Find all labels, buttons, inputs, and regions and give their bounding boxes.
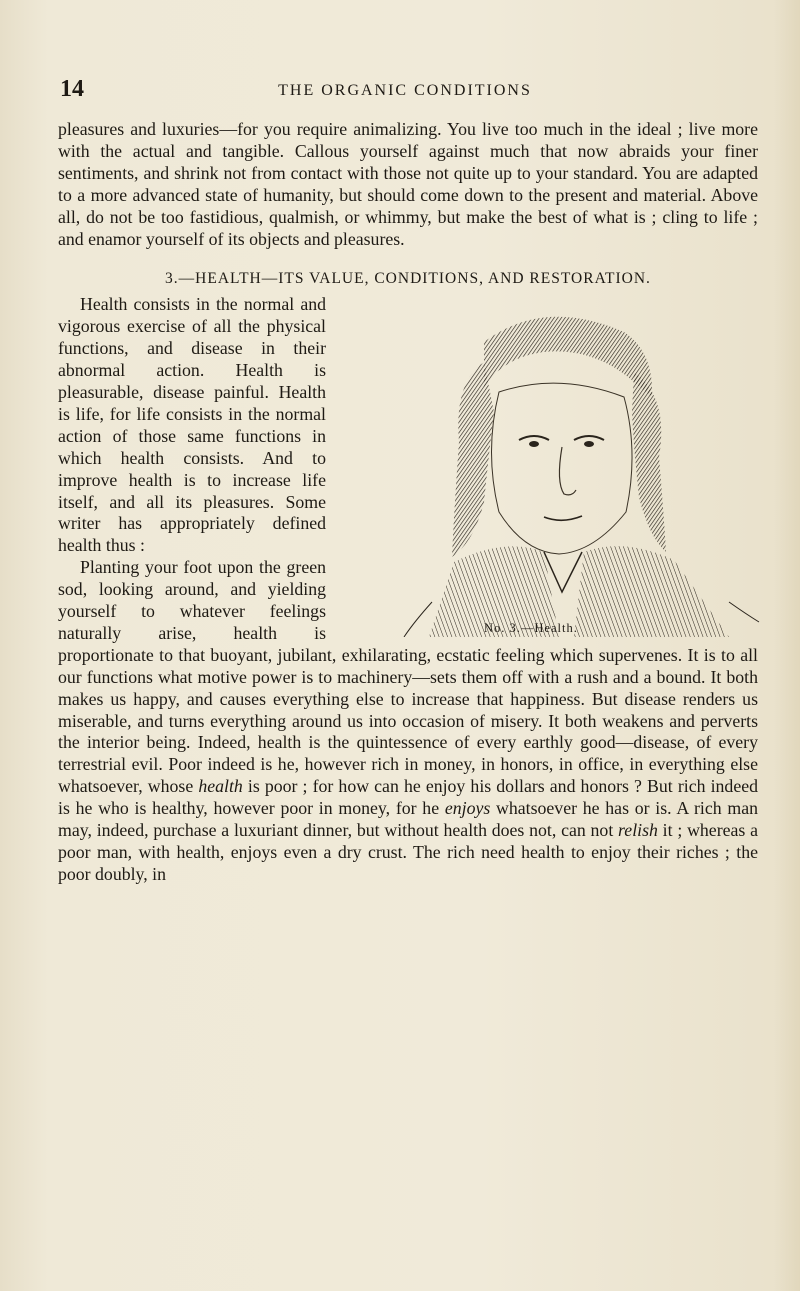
page-number: 14: [60, 76, 84, 102]
running-head: THE ORGANIC CONDITIONS: [278, 82, 532, 99]
italic-enjoys: enjoys: [444, 798, 491, 819]
page-header: [60, 76, 750, 106]
page-body: [58, 119, 758, 886]
section-heading: 3.—HEALTH—ITS VALUE, CONDITIONS, AND RESTORATION.: [165, 270, 651, 288]
italic-health: health: [198, 776, 243, 797]
paragraph-pleasures: pleasures and luxuries—for you require animalizing. You live too much in the ideal ; live more with the actual and tangible. Callous yourself against much that now abraids your finer sentiments, and shrink not from contact with those not quite up to your standard. You are adapted to a more advanced state of humanity, but should come down to the present and material. Above all, do not be too fastidious, qualmish, or whimmy, but make the best of what is ; cling to life ; and enamor yourself of its objects and pleasures.: [58, 119, 758, 249]
portrait-engraving-icon: [334, 302, 764, 637]
health-feeling-text-1: Planting your foot upon the green sod, looking around, and yielding yourself to whatever feelings naturally arise, health is proportionate to that buoyant, jubilant, exhilarating, ecstatic feeling which supervenes. It is to all our functions what motive power is to machinery—sets them off with a rush and a bound. It both makes us happy, and causes everything else to increase that happiness. But disease renders us miserable, and turns everything around us into occasion of misery. It both weakens and perverts the interior being. Indeed, health is the quintessence of every earthly good—disease, of every terrestrial evil. Poor indeed is he, however rich in money, in honors, in office, in everything else whatsoever, whose: [58, 557, 758, 797]
health-definition-text: Health consists in the normal and vigorous exercise of all the physical functions, and disease in their abnormal action. Health is pleasurable, disease painful. Health is life, for life consists in the normal action of those same functions in which health consists. And to improve health is to increase life itself, and all its pleasures. Some writer has appropriately defined health thus :: [58, 294, 326, 556]
health-feeling-text-3: whatsoever he has or is. A rich man may, indeed, purchase a luxuriant dinner, but without health does not, can not: [58, 798, 758, 841]
portrait-figure: [334, 302, 764, 637]
figure-caption: No. 3.—Health.: [484, 621, 578, 636]
page-edge-stain: [774, 0, 800, 1291]
paragraph-health-definition: [58, 294, 758, 636]
italic-relish: relish: [618, 820, 658, 841]
health-feeling-text-2: is poor ; for how can he enjoy his dollars and honors ? But rich indeed is he who is healthy, however poor in money, for he: [58, 776, 758, 819]
health-feeling-text-4: it ; whereas a poor man, with health, enjoys even a dry crust. The rich need health to enjoy their riches ; the poor doubly, in: [58, 820, 758, 884]
